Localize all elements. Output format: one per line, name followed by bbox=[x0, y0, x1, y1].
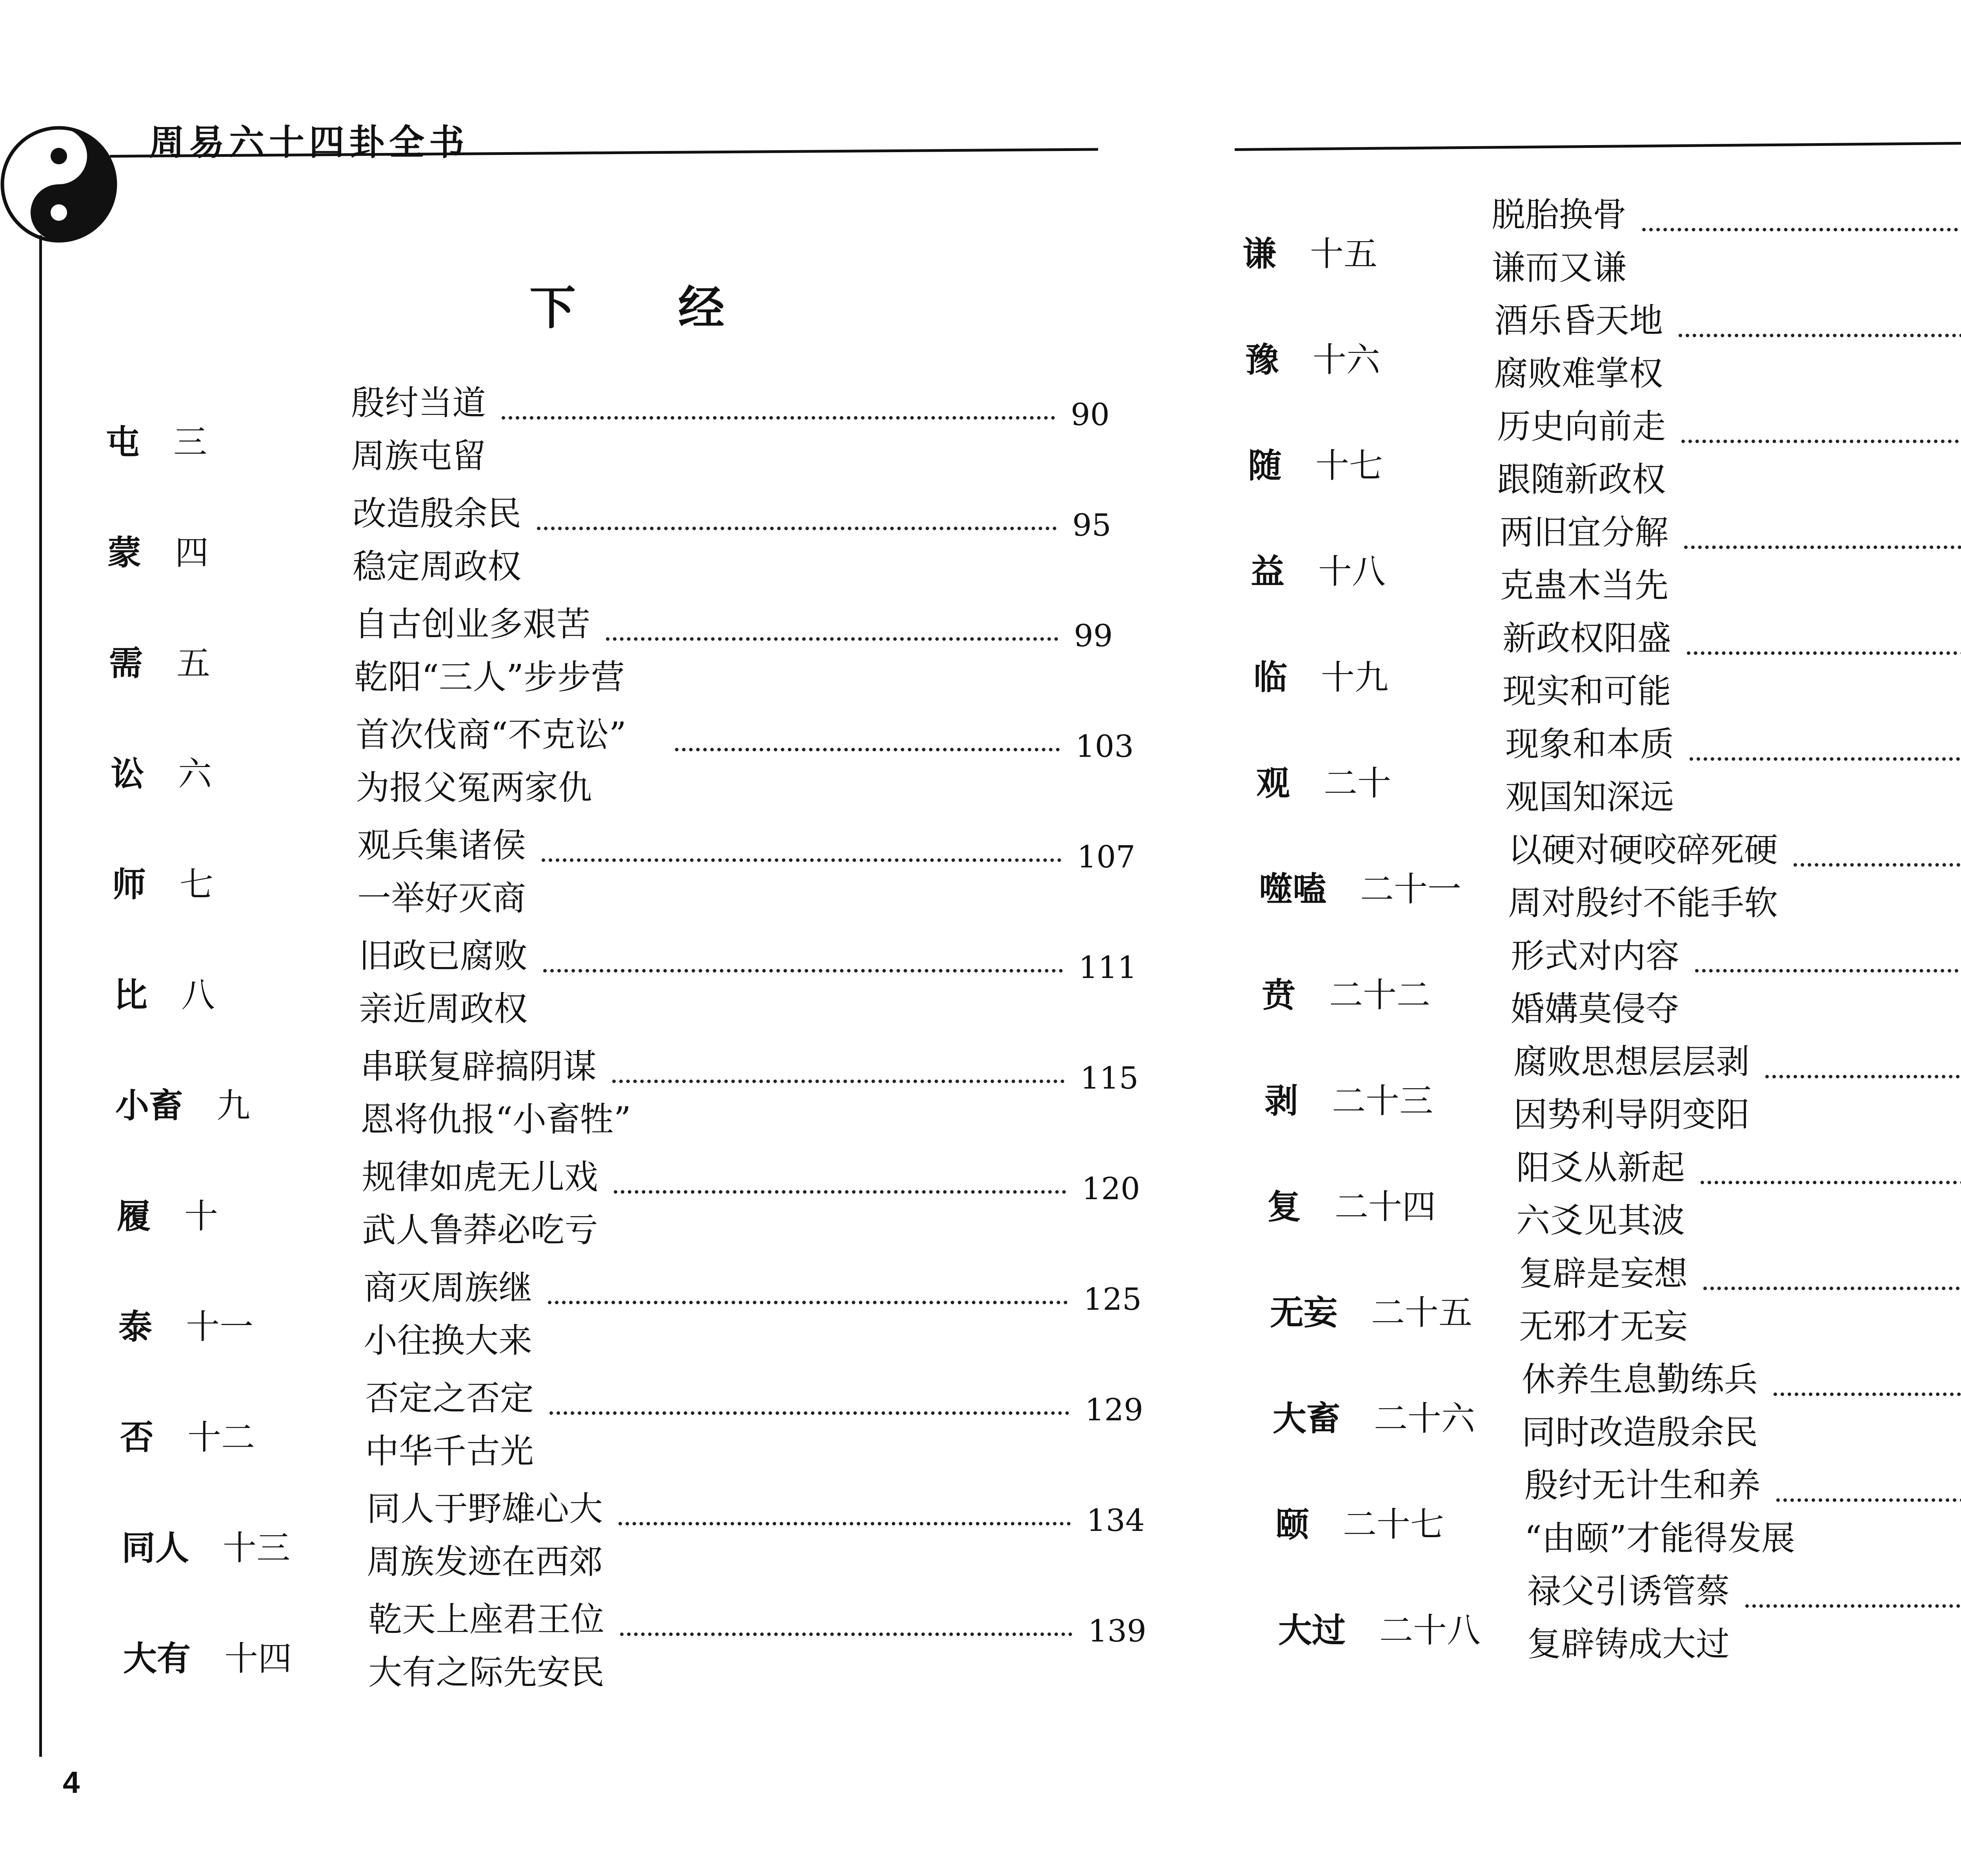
gua-number: 十三 bbox=[223, 1529, 290, 1568]
chapter-title-line2: 小往换大来 bbox=[364, 1321, 532, 1360]
chapter-title-line2: 周族屯留 bbox=[351, 436, 486, 476]
chapter-title-line1: 商灭周族继 bbox=[364, 1268, 532, 1307]
toc-entry bbox=[1235, 1466, 1961, 1574]
toc-entry bbox=[1235, 1148, 1961, 1257]
chapter-title-line1: 串联复辟搞阴谋 bbox=[360, 1047, 597, 1086]
gua-number: 二十七 bbox=[1343, 1505, 1444, 1544]
gua-name: 观 bbox=[1256, 764, 1290, 803]
page-ref: 90 bbox=[1071, 397, 1110, 433]
dot-leader bbox=[675, 748, 1060, 751]
chapter-title-line1: 旧政已腐败 bbox=[359, 936, 528, 976]
page-ref: 120 bbox=[1082, 1171, 1140, 1207]
chapter-title-line1: 现象和本质 bbox=[1505, 725, 1674, 764]
chapter-title-line1: 改造殷余民 bbox=[353, 494, 521, 533]
gua-number: 八 bbox=[181, 976, 215, 1015]
chapter-title-line1: 形式对内容 bbox=[1511, 936, 1679, 976]
gua-name: 益 bbox=[1251, 552, 1284, 591]
page-ref: 134 bbox=[1086, 1503, 1145, 1538]
gua-name: 大有 bbox=[123, 1639, 191, 1678]
toc-entry bbox=[0, 1047, 1235, 1156]
toc-entry bbox=[1235, 1574, 1961, 1680]
gua-number: 五 bbox=[176, 644, 210, 683]
dot-leader bbox=[620, 1632, 1072, 1636]
dot-leader bbox=[1774, 1392, 1961, 1396]
gua-label bbox=[1259, 862, 1461, 911]
gua-label bbox=[120, 1410, 255, 1459]
toc-entry bbox=[0, 715, 1235, 824]
gua-name: 履 bbox=[117, 1197, 151, 1236]
gua-label bbox=[1264, 1074, 1433, 1122]
gua-label bbox=[1275, 1497, 1444, 1546]
gua-name: 谦 bbox=[1242, 234, 1276, 274]
chapter-title-line1: 否定之否定 bbox=[365, 1379, 534, 1418]
chapter-title-line2: 亲近周政权 bbox=[359, 989, 528, 1029]
dot-leader bbox=[614, 1190, 1066, 1194]
chapter-title-line2: “由颐”才能得发展 bbox=[1524, 1519, 1795, 1558]
toc-entry bbox=[0, 1160, 1235, 1266]
gua-number: 六 bbox=[178, 754, 212, 794]
chapter-title-line1: 历史向前走 bbox=[1497, 407, 1666, 446]
toc-entry bbox=[1235, 301, 1961, 410]
gua-name: 屯 bbox=[106, 423, 140, 462]
gua-name: 无妄 bbox=[1270, 1293, 1337, 1332]
toc-entry bbox=[0, 494, 1235, 603]
chapter-title-line1: 阳爻从新起 bbox=[1516, 1148, 1685, 1187]
gua-label bbox=[106, 415, 207, 464]
dot-leader bbox=[1701, 1181, 1961, 1184]
chapter-title-line1: 殷纣无计生和养 bbox=[1524, 1466, 1761, 1505]
chapter-title-line2: 大有之际先安民 bbox=[368, 1653, 604, 1692]
dot-leader bbox=[1642, 228, 1961, 231]
dot-leader bbox=[542, 858, 1061, 862]
toc-entry bbox=[0, 1489, 1235, 1598]
chapter-title-line2: 稳定周政权 bbox=[353, 547, 521, 586]
page-ref: 107 bbox=[1077, 840, 1135, 875]
gua-number: 十一 bbox=[186, 1307, 253, 1347]
gua-number: 二十五 bbox=[1371, 1293, 1472, 1332]
gua-label bbox=[1251, 544, 1386, 593]
page-ref: 139 bbox=[1088, 1614, 1146, 1649]
dot-leader bbox=[502, 416, 1055, 420]
gua-number: 十五 bbox=[1310, 234, 1377, 274]
chapter-title-line1: 新政权阳盛 bbox=[1503, 619, 1671, 658]
toc-entry bbox=[1235, 513, 1961, 622]
chapter-title-line1: 休养生息勤练兵 bbox=[1522, 1360, 1758, 1399]
chapter-title-line1: 两旧宜分解 bbox=[1500, 513, 1668, 552]
toc-entry bbox=[0, 1600, 1235, 1709]
gua-name: 大过 bbox=[1278, 1611, 1346, 1650]
chapter-title-line2: 跟随新政权 bbox=[1497, 460, 1666, 499]
gua-number: 二十四 bbox=[1335, 1187, 1436, 1227]
right-page bbox=[1235, 0, 1961, 1876]
gua-label bbox=[112, 857, 213, 906]
gua-number: 十六 bbox=[1313, 340, 1380, 380]
dot-leader bbox=[1745, 1604, 1961, 1608]
chapter-title-line1: 脱胎换骨 bbox=[1492, 195, 1626, 234]
chapter-title-line1: 以硬对硬咬碎死硬 bbox=[1508, 831, 1778, 870]
header-rule bbox=[1235, 140, 1961, 151]
gua-number: 二十八 bbox=[1379, 1611, 1481, 1650]
gua-label bbox=[122, 1521, 290, 1569]
chapter-title-line1: 殷纣当道 bbox=[351, 384, 486, 423]
dot-leader bbox=[1765, 1075, 1961, 1078]
gua-label bbox=[117, 1189, 218, 1238]
gua-number: 九 bbox=[216, 1086, 250, 1125]
chapter-title-line2: 无邪才无妄 bbox=[1519, 1307, 1688, 1346]
gua-number: 二十六 bbox=[1374, 1399, 1475, 1438]
dot-leader bbox=[1687, 651, 1961, 655]
toc-entry bbox=[0, 1379, 1235, 1487]
gua-name: 复 bbox=[1267, 1187, 1301, 1227]
running-head: 周易六十四卦全书 bbox=[149, 122, 469, 163]
dot-leader bbox=[548, 1301, 1068, 1304]
chapter-title-line2: 武人鲁莽必吃亏 bbox=[362, 1211, 598, 1250]
toc-entry bbox=[0, 1268, 1235, 1377]
toc-entry bbox=[0, 936, 1235, 1045]
chapter-title-line2: 腐败难掌权 bbox=[1494, 354, 1663, 393]
gua-number: 三 bbox=[173, 423, 207, 462]
gua-label bbox=[123, 1631, 292, 1680]
page-ref: 129 bbox=[1085, 1392, 1143, 1428]
gua-number: 十四 bbox=[224, 1639, 292, 1678]
gua-name: 需 bbox=[109, 644, 143, 683]
gua-name: 否 bbox=[120, 1418, 154, 1457]
chapter-title-line2: 婚媾莫侵夺 bbox=[1511, 989, 1679, 1029]
gua-number: 二十二 bbox=[1329, 976, 1430, 1015]
chapter-title-line1: 禄父引诱管蔡 bbox=[1527, 1572, 1730, 1611]
dot-leader bbox=[549, 1411, 1069, 1415]
gua-label bbox=[1267, 1180, 1436, 1228]
dot-leader bbox=[1681, 440, 1961, 443]
toc-entry bbox=[1235, 1254, 1961, 1363]
gua-name: 随 bbox=[1248, 446, 1282, 485]
gua-number: 二十三 bbox=[1332, 1082, 1433, 1121]
gua-name: 贲 bbox=[1262, 976, 1295, 1015]
gua-name: 蒙 bbox=[107, 533, 141, 573]
toc-entry bbox=[1235, 936, 1961, 1045]
dot-leader bbox=[1684, 545, 1961, 549]
gua-number: 七 bbox=[180, 865, 213, 904]
gua-label bbox=[1248, 438, 1383, 487]
gua-label bbox=[111, 747, 212, 795]
chapter-title-line2: 观国知深远 bbox=[1505, 778, 1674, 817]
page-ref: 111 bbox=[1079, 950, 1137, 985]
page-ref: 103 bbox=[1075, 729, 1134, 764]
gua-name: 同人 bbox=[122, 1529, 189, 1568]
chapter-title-line2: 现实和可能 bbox=[1503, 672, 1671, 711]
gua-label bbox=[118, 1300, 253, 1348]
gua-number: 十二 bbox=[187, 1418, 255, 1457]
chapter-title-line1: 首次伐商“不克讼” bbox=[356, 715, 626, 754]
gua-label bbox=[1245, 333, 1380, 381]
gua-label bbox=[107, 525, 209, 574]
gua-name: 讼 bbox=[111, 754, 144, 794]
chapter-title-line2: 一举好灭商 bbox=[357, 879, 526, 918]
gua-label bbox=[109, 636, 210, 685]
toc-entry bbox=[0, 826, 1235, 934]
gua-name: 小畜 bbox=[115, 1086, 183, 1125]
dot-leader bbox=[543, 969, 1063, 973]
chapter-title-line2: 周对殷纣不能手软 bbox=[1508, 883, 1778, 923]
dot-leader bbox=[606, 637, 1058, 641]
chapter-title-line1: 观兵集诸侯 bbox=[357, 826, 526, 865]
chapter-title-line1: 复辟是妄想 bbox=[1519, 1254, 1688, 1293]
gua-label bbox=[1262, 968, 1430, 1016]
page-ref: 125 bbox=[1083, 1282, 1142, 1317]
dot-leader bbox=[1703, 1287, 1961, 1290]
dot-leader bbox=[1679, 334, 1961, 337]
chapter-title-line1: 同人于野雄心大 bbox=[367, 1489, 603, 1529]
gua-name: 临 bbox=[1253, 658, 1287, 697]
gua-label bbox=[1242, 227, 1377, 275]
gua-name: 剥 bbox=[1264, 1082, 1298, 1121]
chapter-title-line1: 腐败思想层层剥 bbox=[1513, 1042, 1750, 1082]
gua-label bbox=[1278, 1603, 1481, 1652]
toc-entry bbox=[0, 386, 1235, 492]
gua-label bbox=[114, 968, 215, 1016]
gua-label bbox=[1270, 1285, 1472, 1334]
dot-leader bbox=[1690, 757, 1961, 761]
chapter-title-line2: 乾阳“三人”步步营 bbox=[354, 658, 625, 697]
chapter-title-line2: 周族发迹在西郊 bbox=[367, 1542, 603, 1582]
dot-leader bbox=[612, 1080, 1064, 1083]
chapter-title-line1: 乾天上座君王位 bbox=[368, 1600, 604, 1639]
chapter-title-line2: 为报父冤两家仇 bbox=[356, 768, 592, 807]
yin-yang-icon bbox=[0, 125, 118, 243]
gua-number: 十九 bbox=[1321, 658, 1388, 697]
toc-entry bbox=[1235, 619, 1961, 727]
gua-number: 十八 bbox=[1318, 552, 1386, 591]
dot-leader bbox=[618, 1522, 1071, 1525]
gua-label bbox=[1273, 1391, 1475, 1440]
gua-label bbox=[1256, 756, 1391, 805]
chapter-title-line2: 谦而又谦 bbox=[1492, 248, 1626, 287]
dot-leader bbox=[537, 527, 1057, 530]
chapter-title-line2: 六爻见其波 bbox=[1516, 1201, 1685, 1240]
toc-entry bbox=[1235, 195, 1961, 304]
toc-entry bbox=[1235, 833, 1961, 939]
gua-name: 大畜 bbox=[1273, 1399, 1340, 1438]
chapter-title-line2: 同时改造殷余民 bbox=[1522, 1413, 1758, 1452]
gua-name: 师 bbox=[112, 865, 146, 904]
chapter-title-line2: 复辟铸成大过 bbox=[1527, 1625, 1730, 1664]
gua-name: 泰 bbox=[118, 1307, 152, 1347]
gua-number: 四 bbox=[175, 533, 209, 573]
gua-number: 十 bbox=[184, 1197, 218, 1236]
page-ref: 115 bbox=[1080, 1061, 1139, 1096]
gua-number: 十七 bbox=[1315, 446, 1383, 485]
gua-name: 噬嗑 bbox=[1259, 870, 1326, 909]
dot-leader bbox=[1695, 969, 1961, 973]
toc-entry bbox=[1235, 727, 1961, 833]
page-number: 4 bbox=[63, 1765, 80, 1800]
chapter-title-line1: 规律如虎无儿戏 bbox=[362, 1158, 598, 1197]
dot-leader bbox=[1794, 863, 1961, 867]
chapter-title-line1: 酒乐昏天地 bbox=[1494, 301, 1663, 340]
chapter-title-line2: 中华千古光 bbox=[365, 1432, 534, 1471]
section-title: 下 经 bbox=[529, 281, 768, 335]
chapter-title-line2: 恩将仇报“小畜牲” bbox=[360, 1100, 631, 1139]
gua-label bbox=[115, 1078, 250, 1127]
gua-number: 二十一 bbox=[1360, 870, 1461, 909]
toc-entry bbox=[0, 607, 1235, 713]
chapter-title-line1: 自古创业多艰苦 bbox=[354, 605, 590, 644]
gua-label bbox=[1253, 650, 1388, 699]
gua-number: 二十 bbox=[1324, 764, 1391, 803]
page-ref: 95 bbox=[1072, 508, 1111, 543]
chapter-title-line2: 克蛊木当先 bbox=[1500, 566, 1668, 605]
toc-entry bbox=[1235, 1042, 1961, 1151]
toc-entry bbox=[1235, 407, 1961, 516]
gua-name: 颐 bbox=[1275, 1505, 1309, 1544]
chapter-title-line2: 因势利导阴变阳 bbox=[1513, 1095, 1750, 1134]
page-ref: 99 bbox=[1074, 618, 1113, 654]
gua-name: 豫 bbox=[1245, 340, 1279, 380]
toc-entry bbox=[1235, 1360, 1961, 1469]
gua-name: 比 bbox=[114, 976, 147, 1015]
dot-leader bbox=[1776, 1498, 1961, 1502]
